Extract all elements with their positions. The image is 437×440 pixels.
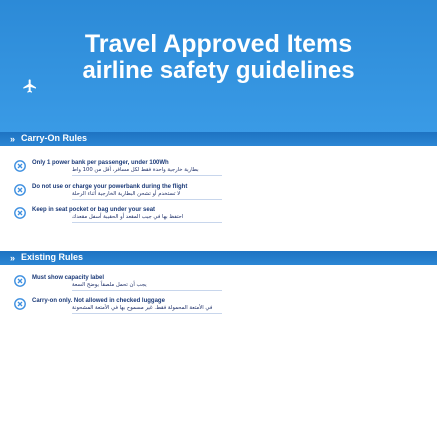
item-text-ar: يجب أن تحمل ملصقاً يوضح السعة — [72, 282, 147, 288]
airplane-icon — [22, 78, 38, 94]
section-bar-existing — [0, 251, 437, 265]
divider — [72, 290, 222, 291]
chevron-right-icon: » — [10, 134, 16, 144]
page-title — [0, 30, 437, 85]
chevron-right-icon: » — [10, 253, 16, 263]
list-item — [14, 275, 424, 293]
list-item — [14, 298, 424, 316]
cross-circle-icon — [14, 298, 26, 310]
item-text-en: Keep in seat pocket or bag under your seat — [32, 207, 156, 213]
cross-circle-icon — [14, 160, 26, 172]
list-item — [14, 207, 424, 225]
cross-circle-icon — [14, 184, 26, 196]
item-text-ar: لا تستخدم أو تشحن البطارية الخارجية أثناء الرحلة — [72, 191, 181, 197]
divider — [72, 313, 222, 314]
item-text-ar: بطارية خارجية واحدة فقط لكل مسافر، أقل من 100 واط — [72, 167, 199, 173]
cross-circle-icon — [14, 275, 26, 287]
item-text-ar: في الأمتعة المحمولة فقط. غير مسموح بها في الأمتعة المشحونة — [72, 305, 213, 311]
list-item — [14, 184, 424, 202]
item-text-en: Only 1 power bank per passenger, under 100Wh — [32, 160, 169, 166]
divider — [72, 222, 222, 223]
section-bar-carry-on — [0, 132, 437, 146]
item-text-ar: احتفظ بها في جيب المقعد أو الحقيبة أسفل مقعدك — [72, 214, 184, 220]
section-label: Carry-On Rules — [21, 133, 88, 143]
item-text-en: Must show capacity label — [32, 275, 105, 281]
title-line-2: airline safety guidelines — [82, 57, 355, 84]
hero-banner — [0, 0, 437, 135]
divider — [72, 175, 222, 176]
section-label: Existing Rules — [21, 252, 84, 262]
cross-circle-icon — [14, 207, 26, 219]
item-text-en: Do not use or charge your powerbank during the flight — [32, 184, 188, 190]
title-line-1: Travel Approved Items — [84, 30, 353, 58]
divider — [72, 199, 222, 200]
item-text-en: Carry-on only. Not allowed in checked luggage — [32, 298, 165, 304]
list-item — [14, 160, 424, 178]
